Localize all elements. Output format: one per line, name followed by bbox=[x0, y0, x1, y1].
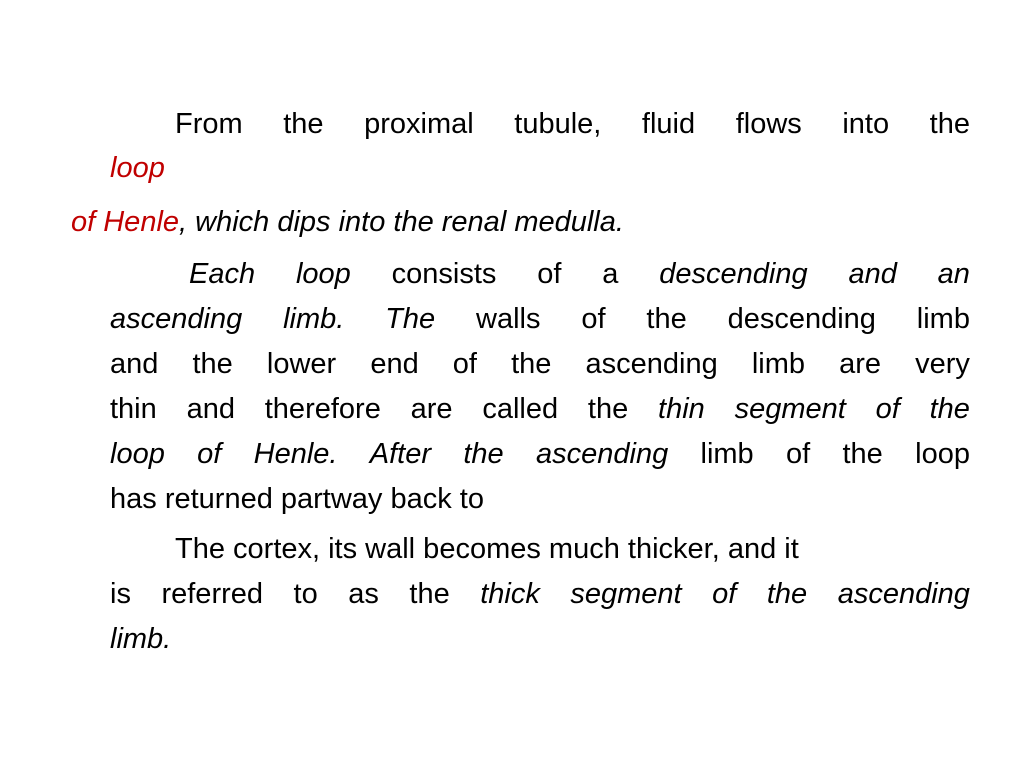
word: an bbox=[937, 258, 970, 290]
word: are bbox=[839, 348, 881, 380]
word: the bbox=[766, 578, 808, 610]
word: limb bbox=[700, 438, 754, 470]
word: flows bbox=[735, 108, 802, 140]
word: to bbox=[293, 578, 318, 610]
word: of bbox=[537, 258, 562, 290]
word: of bbox=[452, 348, 477, 380]
word: called bbox=[482, 393, 559, 425]
word: the bbox=[929, 108, 970, 140]
word: referred bbox=[161, 578, 264, 610]
word: loop bbox=[915, 438, 970, 470]
word: fluid bbox=[641, 108, 696, 140]
word: ascending bbox=[110, 303, 243, 335]
word: the bbox=[842, 438, 883, 470]
word: of bbox=[786, 438, 811, 470]
word: of bbox=[712, 578, 737, 610]
paragraph2-line4 bbox=[110, 387, 970, 431]
word: lower bbox=[266, 348, 337, 380]
word: From bbox=[175, 108, 243, 140]
word: the bbox=[409, 578, 450, 610]
word: descending bbox=[659, 258, 808, 290]
word: the bbox=[463, 438, 504, 470]
word: Each bbox=[189, 258, 256, 290]
word: ascending bbox=[585, 348, 718, 380]
word: is bbox=[110, 578, 131, 610]
word: limb. bbox=[283, 303, 345, 335]
word: the bbox=[587, 393, 629, 425]
word: the bbox=[283, 108, 324, 140]
word: of bbox=[875, 393, 900, 425]
word: end bbox=[370, 348, 419, 380]
word: ascending bbox=[837, 578, 970, 610]
word: limb bbox=[916, 303, 970, 335]
word: loop bbox=[295, 258, 351, 290]
word: of bbox=[581, 303, 606, 335]
paragraph2-line6: has returned partway back to bbox=[110, 483, 484, 515]
word: and bbox=[848, 258, 897, 290]
henle-term: of Henle bbox=[71, 206, 180, 238]
word: and bbox=[186, 393, 235, 425]
word: the bbox=[929, 393, 970, 425]
paragraph1-line3-rest: , which dips into the renal medulla. bbox=[179, 206, 624, 238]
paragraph1-line3 bbox=[71, 200, 624, 244]
paragraph2-line2 bbox=[110, 297, 970, 341]
word: thin bbox=[110, 393, 157, 425]
word: into bbox=[842, 108, 890, 140]
word: as bbox=[348, 578, 379, 610]
paragraph3-line1: The cortex, its wall becomes much thicker, and it bbox=[175, 533, 799, 565]
word: thick bbox=[480, 578, 540, 610]
loop-term: loop bbox=[110, 152, 165, 184]
word: are bbox=[410, 393, 453, 425]
word: a bbox=[602, 258, 619, 290]
word: Henle. bbox=[253, 438, 338, 470]
word: and bbox=[110, 348, 159, 380]
word: the bbox=[511, 348, 552, 380]
word: segment bbox=[570, 578, 682, 610]
word: thin bbox=[658, 393, 705, 425]
word: the bbox=[192, 348, 233, 380]
paragraph3-line2 bbox=[110, 572, 970, 616]
word: consists bbox=[391, 258, 497, 290]
word: After bbox=[369, 438, 432, 470]
word: walls bbox=[476, 303, 541, 335]
word: The bbox=[385, 303, 436, 335]
word: proximal bbox=[364, 108, 474, 140]
paragraph3-line3: limb. bbox=[110, 623, 172, 655]
word: loop bbox=[110, 438, 165, 470]
word: tubule, bbox=[514, 108, 602, 140]
paragraph2-line1 bbox=[189, 252, 970, 296]
word: of bbox=[197, 438, 222, 470]
word: descending bbox=[727, 303, 876, 335]
word: very bbox=[915, 348, 970, 380]
word: the bbox=[646, 303, 687, 335]
paragraph1-line1 bbox=[175, 102, 970, 146]
paragraph2-line3 bbox=[110, 342, 970, 386]
word: limb bbox=[751, 348, 805, 380]
paragraph2-line5 bbox=[110, 432, 970, 476]
word: therefore bbox=[264, 393, 381, 425]
word: ascending bbox=[535, 438, 669, 470]
word: segment bbox=[734, 393, 846, 425]
